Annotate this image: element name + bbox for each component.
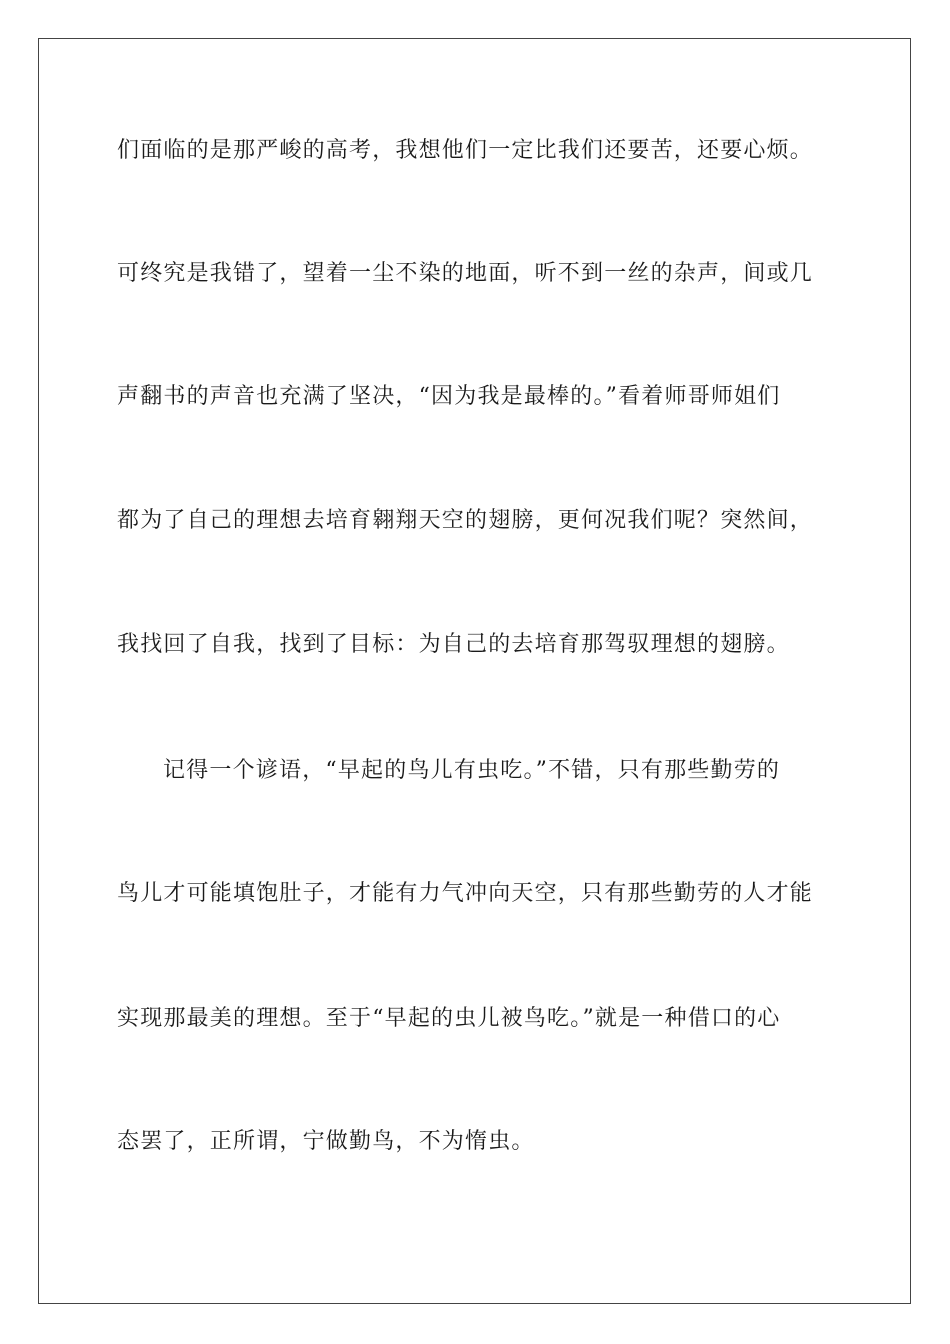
text-line: 都为了自己的理想去培育翱翔天空的翅膀，更何况我们呢？突然间，: [117, 508, 814, 533]
text-line: 我找回了自我，找到了目标：为自己的去培育那驾驭理想的翅膀。: [117, 632, 790, 657]
text-line: 态罢了，正所谓，宁做勤鸟，不为惰虫。: [117, 1129, 535, 1154]
page-border: [38, 38, 911, 1304]
paragraph-start-line: 记得一个谚语，“早起的鸟儿有虫吃。”不错，只有那些勤劳的: [163, 758, 781, 783]
text-line: 声翻书的声音也充满了坚决，“因为我是最棒的。”看着师哥师姐们: [117, 384, 781, 409]
text-line: 可终究是我错了，望着一尘不染的地面，听不到一丝的杂声，间或几: [117, 261, 814, 286]
text-line: 实现那最美的理想。至于“早起的虫儿被鸟吃。”就是一种借口的心: [117, 1006, 781, 1031]
text-line: 们面临的是那严峻的高考，我想他们一定比我们还要苦，还要心烦。: [117, 138, 814, 163]
text-line: 鸟儿才可能填饱肚子，才能有力气冲向天空，只有那些勤劳的人才能: [117, 881, 814, 906]
